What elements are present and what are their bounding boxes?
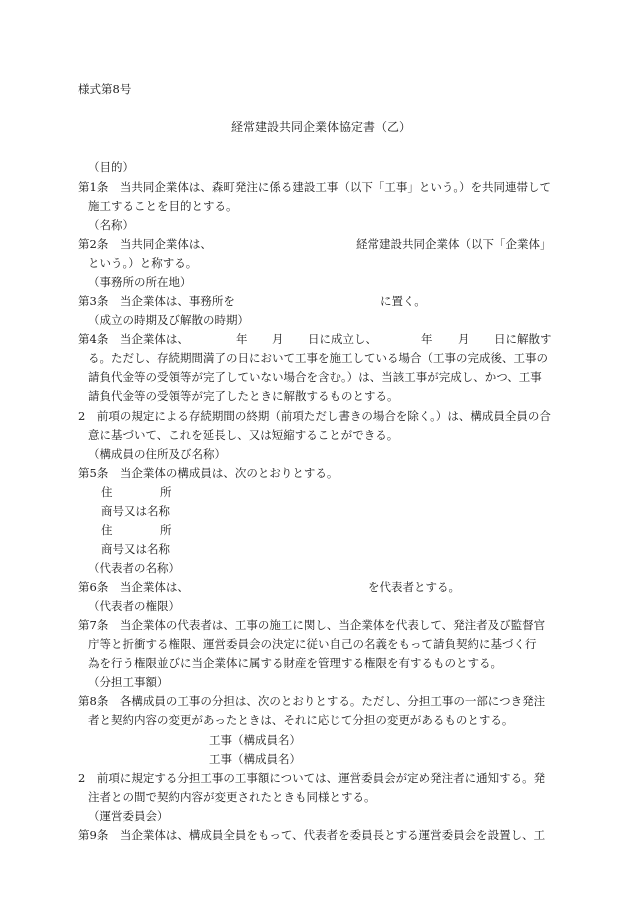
article-9-heading: （運営委員会）	[88, 809, 169, 823]
member-1-name-label: 商号又は名称	[101, 504, 170, 518]
article-6-heading: （代表者の名称）	[88, 561, 180, 575]
article-3-line-1-start: 第3条 当企業体は、事務所を	[78, 294, 235, 308]
article-4-line-2: る。ただし、存続期間満了の日において工事を施工している場合（工事の完成後、工事の	[88, 351, 548, 365]
article-2-heading: （名称）	[88, 218, 134, 232]
article-7-line-3: 為を行う権限並びに当企業体に属する財産を管理する権限を有するものとする。	[88, 656, 502, 670]
article-9-line-1: 第9条 当企業体は、構成員全員をもって、代表者を委員長とする運営委員会を設置し、工	[78, 828, 546, 842]
article-2-line-2: という。）と称する。	[88, 256, 198, 270]
article-8-line-2: 者と契約内容の変更があったときは、それに応じて分担の変更があるものとする。	[88, 713, 514, 727]
article-8-heading: （分担工事額）	[88, 675, 169, 689]
article-4-line-3: 請負代金等の受領等が完了していない場合を含む。）は、当該工事が完成し、かつ、工事	[88, 370, 542, 384]
document-title: 経常建設共同企業体協定書（乙）	[231, 120, 412, 134]
article-4-heading: （成立の時期及び解散の時期）	[88, 313, 249, 327]
article-1-line-1: 第1条 当共同企業体は、森町発注に係る建設工事（以下「工事」という。）を共同連帯して	[78, 180, 552, 194]
article-2-line-1	[78, 235, 212, 254]
member-2-name-label: 商号又は名称	[101, 542, 170, 556]
article-7-line-2: 庁等と折衝する権限、運営委員会の決定に従い自己の名義をもって請負契約に基づく行	[88, 637, 537, 651]
article-4-para-2-line-2: 意に基づいて、これを延長し、又は短縮することができる。	[88, 428, 399, 442]
article-3-line-1-end: に置く。	[380, 294, 426, 308]
article-4-line-4: 請負代金等の受領等が完了したときに解散するものとする。	[88, 389, 399, 403]
member-2-address-label-b: 所	[160, 523, 172, 537]
article-1-heading: （目的）	[88, 160, 134, 174]
article-4-month-2: 月	[458, 332, 470, 346]
article-5-line-1: 第5条 当企業体の構成員は、次のとおりとする。	[78, 466, 339, 480]
article-4-day-2: 日に解散す	[494, 332, 552, 346]
article-8-para-2-line-2: 注者との間で契約内容が変更されたときも同様とする。	[88, 790, 376, 804]
article-6-line-1-end: を代表者とする。	[368, 580, 460, 594]
member-1-address-label-a: 住	[101, 485, 113, 499]
article-2-line-1-end: 経常建設共同企業体（以下「企業体」	[356, 237, 552, 251]
work-share-2: 工事（構成員名）	[209, 752, 301, 766]
article-7-heading: （代表者の権限）	[88, 599, 180, 613]
article-4-year-1: 年	[236, 332, 248, 346]
work-share-1: 工事（構成員名）	[209, 733, 301, 747]
article-2-line-1-start: 第2条 当共同企業体は、	[78, 237, 212, 251]
member-2-address-label-a: 住	[101, 523, 113, 537]
article-4-para-2-line-1: 2 前項の規定による存続期間の終期（前項ただし書きの場合を除く。）は、構成員全員の合	[78, 409, 551, 423]
article-3-heading: （事務所の所在地）	[88, 275, 192, 289]
form-number: 様式第8号	[78, 82, 132, 96]
article-4-month-1: 月	[272, 332, 284, 346]
article-5-heading: （構成員の住所及び名称）	[88, 447, 226, 461]
article-4-day-1: 日に成立し、	[308, 332, 377, 346]
article-1-line-2: 施工することを目的とする。	[88, 199, 238, 213]
article-8-line-1: 第8条 各構成員の工事の分担は、次のとおりとする。ただし、分担工事の一部につき発注	[78, 694, 546, 708]
article-4-line-1-start: 第4条 当企業体は、	[78, 332, 189, 346]
article-8-para-2-line-1: 2 前項に規定する分担工事の工事額については、運営委員会が定め発注者に通知する。発	[78, 771, 546, 785]
member-1-address-label-b: 所	[160, 485, 172, 499]
article-4-year-2: 年	[421, 332, 433, 346]
article-6-line-1-start: 第6条 当企業体は、	[78, 580, 189, 594]
article-7-line-1: 第7条 当企業体の代表者は、工事の施工に関し、当企業体を代表して、発注者及び監督官	[78, 618, 546, 632]
